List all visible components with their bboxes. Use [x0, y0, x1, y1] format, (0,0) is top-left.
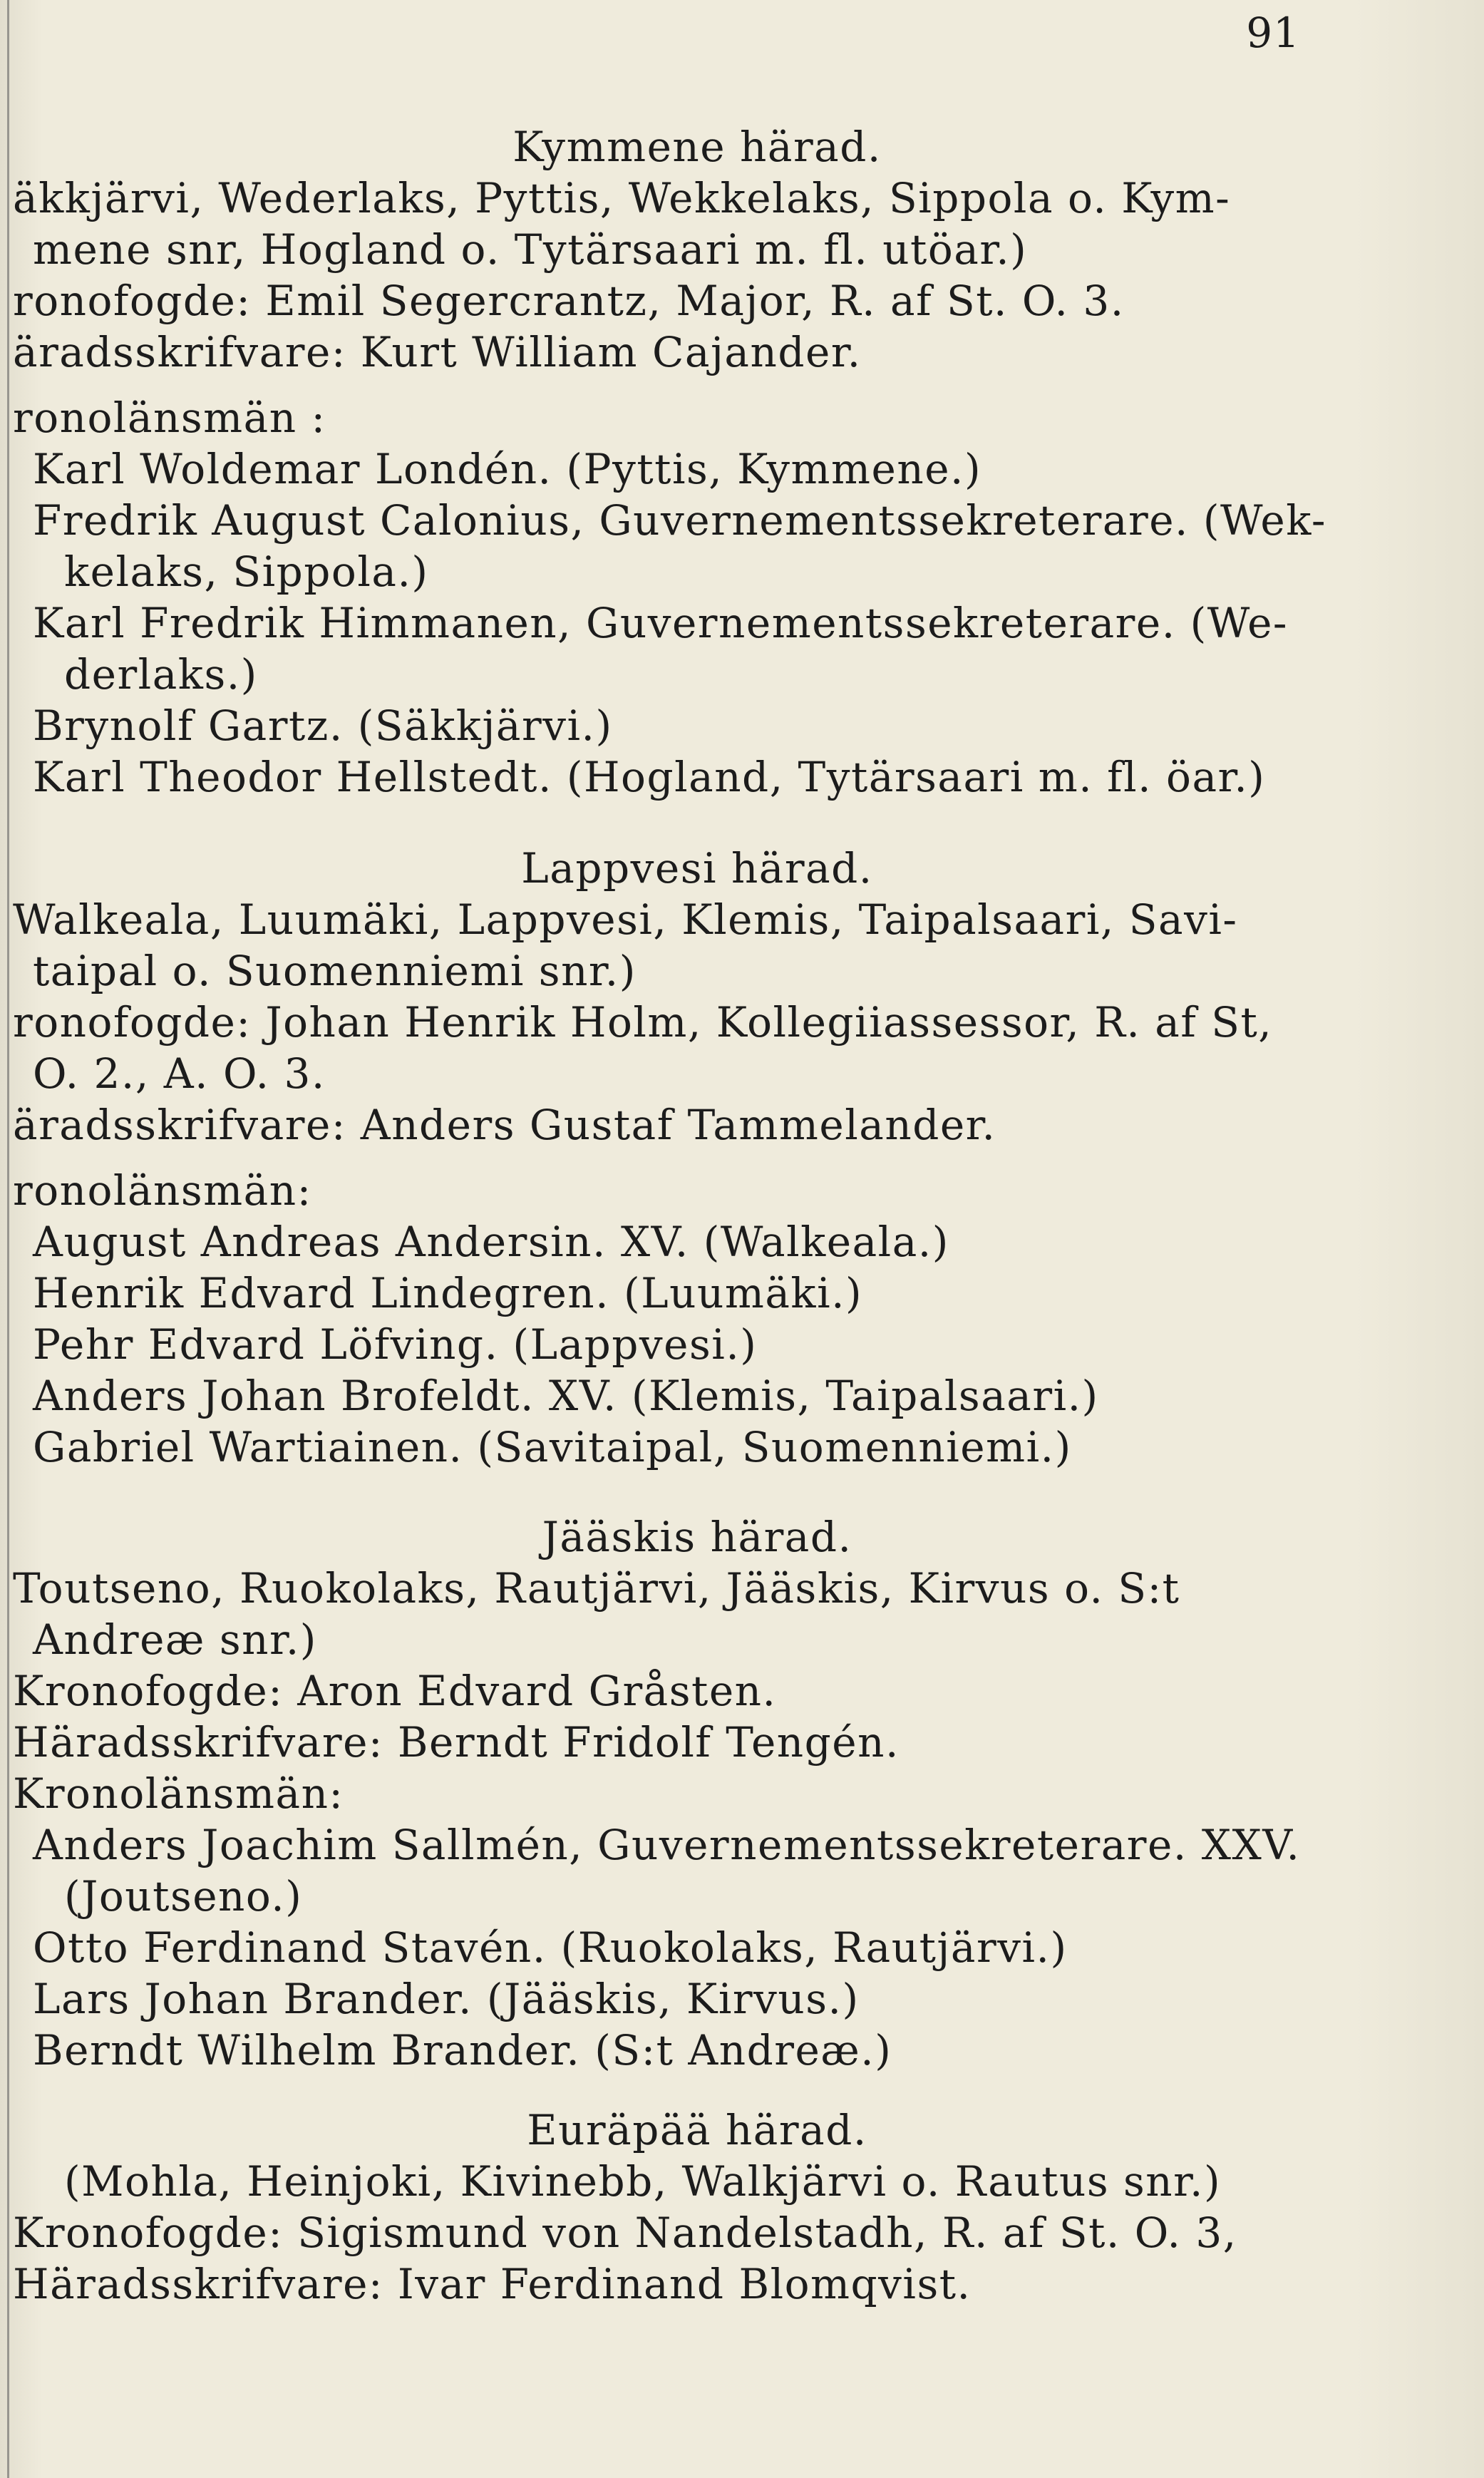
text-line: Gabriel Wartiainen. (Savitaipal, Suomenniemi.) — [33, 1423, 1072, 1471]
text-line: August Andreas Andersin. XV. (Walkeala.) — [33, 1218, 949, 1266]
text-line: ronofogde: Johan Henrik Holm, Kollegiiassessor, R. af St, — [13, 998, 1273, 1047]
text-line: Kronolänsmän: — [13, 1769, 344, 1818]
section-lappvesi — [13, 843, 1381, 1473]
text-line: Kronofogde: Aron Edvard Gråsten. — [13, 1667, 777, 1715]
text-line: Walkeala, Luumäki, Lappvesi, Klemis, Taipalsaari, Savi- — [13, 895, 1238, 944]
text-line: Henrik Edvard Lindegren. (Luumäki.) — [33, 1269, 863, 1317]
text-line: Karl Fredrik Himmanen, Guvernementssekreterare. (We- — [33, 599, 1289, 647]
text-line: Toutseno, Ruokolaks, Rautjärvi, Jääskis, Kirvus o. S:t — [13, 1564, 1180, 1613]
text-line: äradsskrifvare: Anders Gustaf Tammelander. — [13, 1101, 996, 1149]
text-line: ronolänsmän: — [13, 1166, 312, 1215]
section-heading: Lappvesi härad. — [521, 844, 873, 893]
text-line: Häradsskrifvare: Ivar Ferdinand Blomqvist. — [13, 2260, 972, 2308]
text-line: ronofogde: Emil Segercrantz, Major, R. af St. O. 3. — [13, 277, 1125, 325]
text-line: ronolänsmän : — [13, 394, 326, 442]
text-line: äkkjärvi, Wederlaks, Pyttis, Wekkelaks, Sippola o. Kym- — [13, 174, 1231, 222]
text-line: Karl Woldemar Londén. (Pyttis, Kymmene.) — [33, 445, 982, 493]
text-line: Pehr Edvard Löfving. (Lappvesi.) — [33, 1320, 758, 1369]
page-edge — [7, 0, 9, 2478]
text-line: Andreæ snr.) — [33, 1615, 317, 1664]
section-kymmene — [13, 121, 1381, 803]
section-heading: Kymmene härad. — [512, 123, 882, 171]
text-line: Häradsskrifvare: Berndt Fridolf Tengén. — [13, 1718, 900, 1767]
text-line: Brynolf Gartz. (Säkkjärvi.) — [33, 701, 613, 750]
section-jaaskis — [13, 1511, 1381, 2076]
text-line: kelaks, Sippola.) — [64, 547, 429, 596]
text-line: Otto Ferdinand Stavén. (Ruokolaks, Rautjärvi.) — [33, 1923, 1068, 1972]
text-line: derlaks.) — [64, 650, 258, 699]
text-line: taipal o. Suomenniemi snr.) — [33, 947, 637, 995]
text-line: Karl Theodor Hellstedt. (Hogland, Tytärsaari m. fl. öar.) — [33, 753, 1266, 801]
text-line: Lars Johan Brander. (Jääskis, Kirvus.) — [33, 1975, 860, 2023]
text-line: (Mohla, Heinjoki, Kivinebb, Walkjärvi o. Rautus snr.) — [64, 2157, 1222, 2206]
section-eurapaa — [13, 2104, 1381, 2310]
text-line: O. 2., A. O. 3. — [33, 1049, 326, 1098]
text-line: äradsskrifvare: Kurt William Cajander. — [13, 328, 862, 376]
text-line: Anders Johan Brofeldt. XV. (Klemis, Taipalsaari.) — [33, 1372, 1099, 1420]
text-line: Berndt Wilhelm Brander. (S:t Andreæ.) — [33, 2026, 892, 2075]
text-line: Fredrik August Calonius, Guvernementssekreterare. (Wek- — [33, 496, 1326, 545]
text-line: Kronofogde: Sigismund von Nandelstadh, R. af St. O. 3, — [13, 2209, 1237, 2257]
section-heading: Jääskis härad. — [542, 1513, 852, 1561]
text-line: Anders Joachim Sallmén, Guvernementssekreterare. XXV. — [33, 1821, 1301, 1869]
section-heading: Euräpää härad. — [527, 2106, 867, 2154]
page-number: 91 — [1246, 9, 1300, 57]
text-line: (Joutseno.) — [64, 1872, 303, 1921]
text-line: mene snr, Hogland o. Tytärsaari m. fl. utöar.) — [33, 225, 1028, 274]
